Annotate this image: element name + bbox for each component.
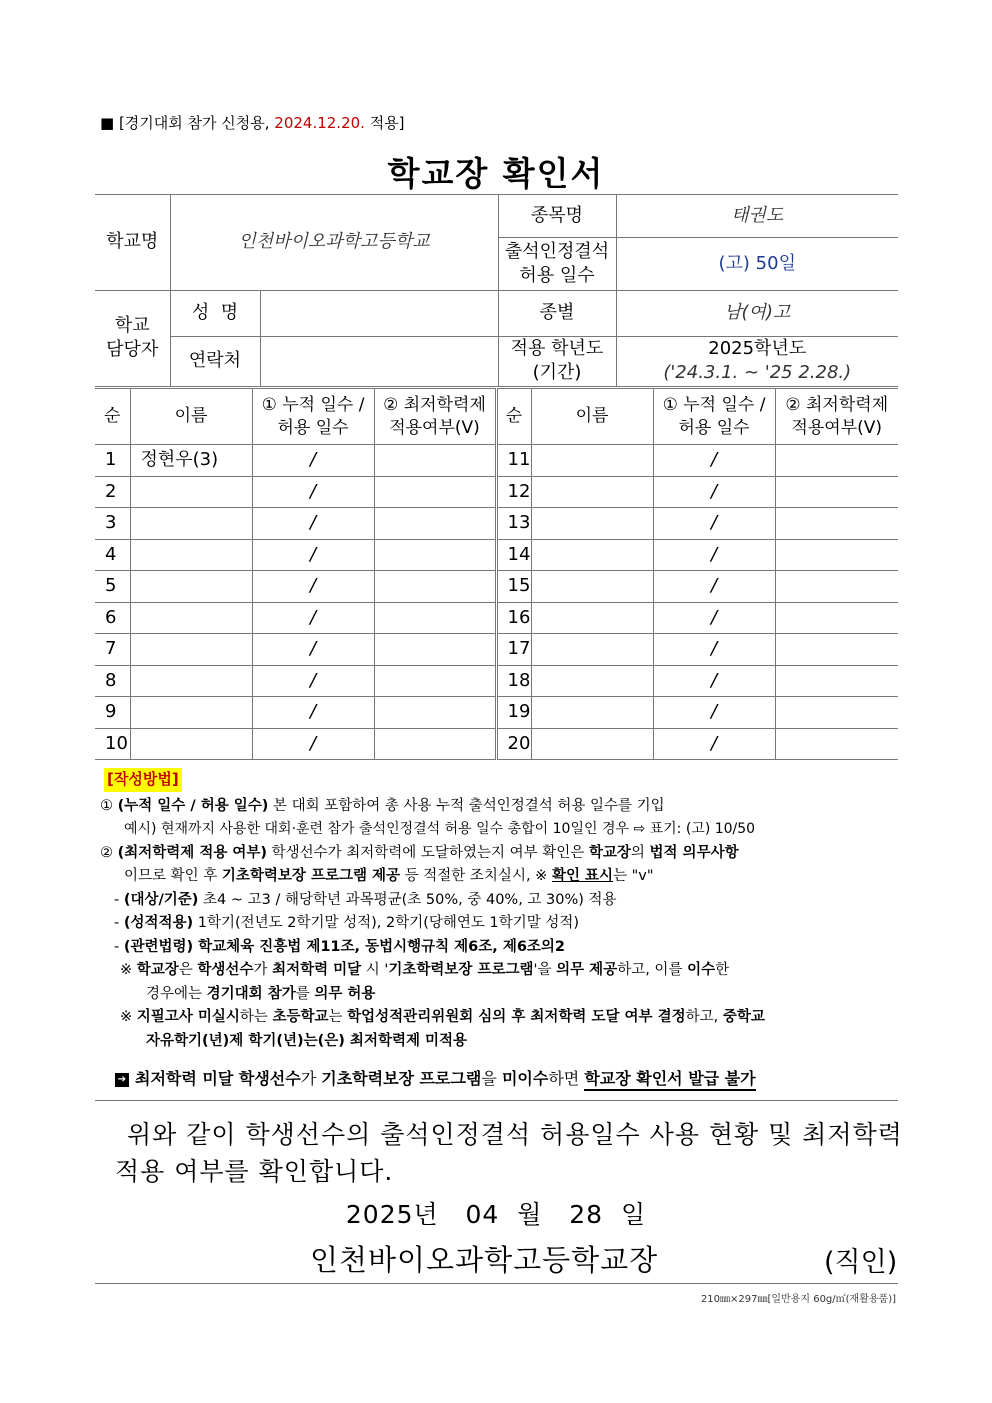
days-cell: / xyxy=(252,665,374,697)
min-level-cell xyxy=(775,697,898,729)
min-level-cell xyxy=(374,665,496,697)
table-row xyxy=(95,508,898,540)
student-name xyxy=(531,634,653,666)
notice-prefix: ■ [경기대회 참가 신청용, xyxy=(100,114,275,132)
header-min-level-right: ② 최저학력제 적용여부(V) xyxy=(775,389,898,445)
method-line: 이므로 확인 후 기초학력보장 프로그램 제공 등 적절한 조치실시, ※ 확인 표시는 "v" xyxy=(124,868,654,884)
writing-method xyxy=(100,768,900,1053)
row-number: 20 xyxy=(496,728,531,760)
days-cell: / xyxy=(252,571,374,603)
allowed-days-value: (고) 50일 xyxy=(616,238,898,291)
method-line: 자유학기(년)제 학기(년)는(은) 최저학력제 미적용 xyxy=(146,1032,468,1049)
issue-date: 2025년 04 월 28 일 xyxy=(345,1200,647,1229)
student-name xyxy=(130,508,252,540)
min-level-cell xyxy=(775,539,898,571)
header-name-right: 이름 xyxy=(531,389,653,445)
min-level-cell xyxy=(775,445,898,477)
student-name: 정현우(3) xyxy=(130,445,252,477)
days-cell: / xyxy=(252,539,374,571)
student-name xyxy=(531,571,653,603)
days-cell: / xyxy=(252,728,374,760)
row-number: 18 xyxy=(496,665,531,697)
student-name xyxy=(130,665,252,697)
min-level-cell xyxy=(374,476,496,508)
days-cell: / xyxy=(252,508,374,540)
signer: 인천바이오과학고등학교장 xyxy=(310,1243,659,1277)
days-cell: / xyxy=(252,476,374,508)
confirmation-statement: 위와 같이 학생선수의 출석인정결석 허용일수 사용 현황 및 최저학력 적용 여부를 확인합니다. xyxy=(115,1120,903,1186)
list-header-row xyxy=(95,389,898,445)
row-number: 11 xyxy=(496,445,531,477)
notice xyxy=(100,112,405,133)
days-cell: / xyxy=(252,445,374,477)
notice-date: 2024.12.20. xyxy=(274,114,365,132)
header-seq: 순 xyxy=(95,389,130,445)
days-cell: / xyxy=(653,571,775,603)
min-level-cell xyxy=(374,445,496,477)
row-number: 14 xyxy=(496,539,531,571)
allowed-days-label: 출석인정결석 허용 일수 xyxy=(498,238,616,291)
method-line: 경우에는 경기대회 참가를 의무 허용 xyxy=(146,985,376,1002)
school-value: 인천바이오과학고등학교 xyxy=(170,195,498,291)
row-number: 3 xyxy=(95,508,130,540)
paper-spec: 210㎜×297㎜[일반용지 60g/㎡(재활용품)] xyxy=(700,1294,896,1305)
min-level-cell xyxy=(775,602,898,634)
header-days: ① 누적 일수 / 허용 일수 xyxy=(252,389,374,445)
days-cell: / xyxy=(252,602,374,634)
student-name xyxy=(531,728,653,760)
student-name xyxy=(130,539,252,571)
school-label: 학교명 xyxy=(95,195,170,291)
student-name xyxy=(531,539,653,571)
final-note: ➔ 최저학력 미달 학생선수가 기초학력보장 프로그램을 미이수하면 학교장 확인서 발급 불가 xyxy=(115,1066,756,1089)
student-name xyxy=(130,634,252,666)
min-level-cell xyxy=(775,508,898,540)
arrow-box-icon: ➔ xyxy=(115,1073,129,1087)
name-value xyxy=(260,291,498,337)
divider xyxy=(95,1283,898,1284)
table-row xyxy=(95,539,898,571)
min-level-cell xyxy=(374,728,496,760)
notice-suffix: 적용] xyxy=(364,114,405,132)
days-cell: / xyxy=(653,634,775,666)
student-name xyxy=(130,728,252,760)
student-name xyxy=(130,697,252,729)
row-number: 10 xyxy=(95,728,130,760)
gender-label: 종별 xyxy=(498,291,616,337)
days-cell: / xyxy=(653,476,775,508)
row-number: 13 xyxy=(496,508,531,540)
student-name xyxy=(531,665,653,697)
table-row xyxy=(95,665,898,697)
row-number: 2 xyxy=(95,476,130,508)
method-line: - (성적적용) 1학기(전년도 2학기말 성적), 2학기(당해연도 1학기말 성적) xyxy=(114,915,580,931)
method-line: 예시) 현재까지 사용한 대회·훈련 참가 출석인정결석 허용 일수 총합이 10일인 경우 ⇨ 표기: (고) 10/50 xyxy=(124,821,756,837)
row-number: 7 xyxy=(95,634,130,666)
table-row xyxy=(95,728,898,760)
student-name xyxy=(531,508,653,540)
days-cell: / xyxy=(653,728,775,760)
min-level-cell xyxy=(775,728,898,760)
row-number: 17 xyxy=(496,634,531,666)
table-row xyxy=(95,571,898,603)
min-level-cell xyxy=(775,571,898,603)
days-cell: / xyxy=(653,665,775,697)
days-cell: / xyxy=(252,697,374,729)
student-name xyxy=(531,476,653,508)
page-title: 학교장 확인서 xyxy=(387,154,605,193)
days-cell: / xyxy=(653,508,775,540)
days-cell: / xyxy=(653,602,775,634)
year-label: 적용 학년도 (기간) xyxy=(498,337,616,387)
gender-value: 남(여)고 xyxy=(616,291,898,337)
header-seq-right: 순 xyxy=(496,389,531,445)
min-level-cell xyxy=(775,476,898,508)
min-level-cell xyxy=(374,602,496,634)
table-row xyxy=(95,445,898,477)
student-list-table xyxy=(95,388,898,760)
table-row xyxy=(95,602,898,634)
seal-mark: (직인) xyxy=(824,1247,898,1278)
min-level-cell xyxy=(374,634,496,666)
manager-label: 학교 담당자 xyxy=(95,291,170,387)
row-number: 9 xyxy=(95,697,130,729)
event-label: 종목명 xyxy=(498,195,616,238)
method-line: - (대상/기준) 초4 ~ 고3 / 해당학년 과목평균(초 50%, 중 40%, 고 30%) 적용 xyxy=(114,891,617,908)
event-value: 태권도 xyxy=(616,195,898,238)
student-name xyxy=(531,445,653,477)
min-level-cell xyxy=(775,634,898,666)
student-name xyxy=(130,476,252,508)
divider xyxy=(95,1100,898,1101)
header-name: 이름 xyxy=(130,389,252,445)
year-value: 2025학년도 ('24.3.1. ~ '25 2.28.) xyxy=(616,337,898,387)
student-name xyxy=(531,697,653,729)
header-days-right: ① 누적 일수 / 허용 일수 xyxy=(653,389,775,445)
row-number: 1 xyxy=(95,445,130,477)
days-cell: / xyxy=(653,445,775,477)
row-number: 15 xyxy=(496,571,531,603)
min-level-cell xyxy=(374,508,496,540)
min-level-cell xyxy=(374,539,496,571)
student-name xyxy=(531,602,653,634)
table-row xyxy=(95,634,898,666)
min-level-cell xyxy=(374,571,496,603)
method-line: ※ 지필고사 미실시하는 초등학교는 학업성적관리위원회 심의 후 최저학력 도달 여부 결정하고, 중학교 xyxy=(120,1009,765,1025)
method-label: [작성방법] xyxy=(104,768,182,792)
method-line: ① (누적 일수 / 허용 일수) 본 대회 포함하여 총 사용 누적 출석인정결석 허용 일수를 기입 xyxy=(100,797,665,814)
method-line: ② (최저학력제 적용 여부) 학생선수가 최저학력에 도달하였는지 여부 확인은 학교장의 법적 의무사항 xyxy=(100,844,739,861)
days-cell: / xyxy=(653,539,775,571)
name-label: 성 명 xyxy=(170,291,260,337)
row-number: 19 xyxy=(496,697,531,729)
days-cell: / xyxy=(653,697,775,729)
min-level-cell xyxy=(374,697,496,729)
student-name xyxy=(130,602,252,634)
table-row xyxy=(95,697,898,729)
min-level-cell xyxy=(775,665,898,697)
row-number: 12 xyxy=(496,476,531,508)
row-number: 16 xyxy=(496,602,531,634)
row-number: 6 xyxy=(95,602,130,634)
row-number: 4 xyxy=(95,539,130,571)
info-table xyxy=(95,194,898,387)
method-line: ※ 학교장은 학생선수가 최저학력 미달 시 '기초학력보장 프로그램'을 의무 제공하고, 이를 이수한 xyxy=(120,962,730,978)
row-number: 8 xyxy=(95,665,130,697)
student-name xyxy=(130,571,252,603)
header-min-level: ② 최저학력제 적용여부(V) xyxy=(374,389,496,445)
days-cell: / xyxy=(252,634,374,666)
contact-value xyxy=(260,337,498,387)
contact-label: 연락처 xyxy=(170,337,260,387)
row-number: 5 xyxy=(95,571,130,603)
table-row xyxy=(95,476,898,508)
method-line: - (관련법령) 학교체육 진흥법 제11조, 동법시행규칙 제6조, 제6조의2 xyxy=(114,938,566,955)
